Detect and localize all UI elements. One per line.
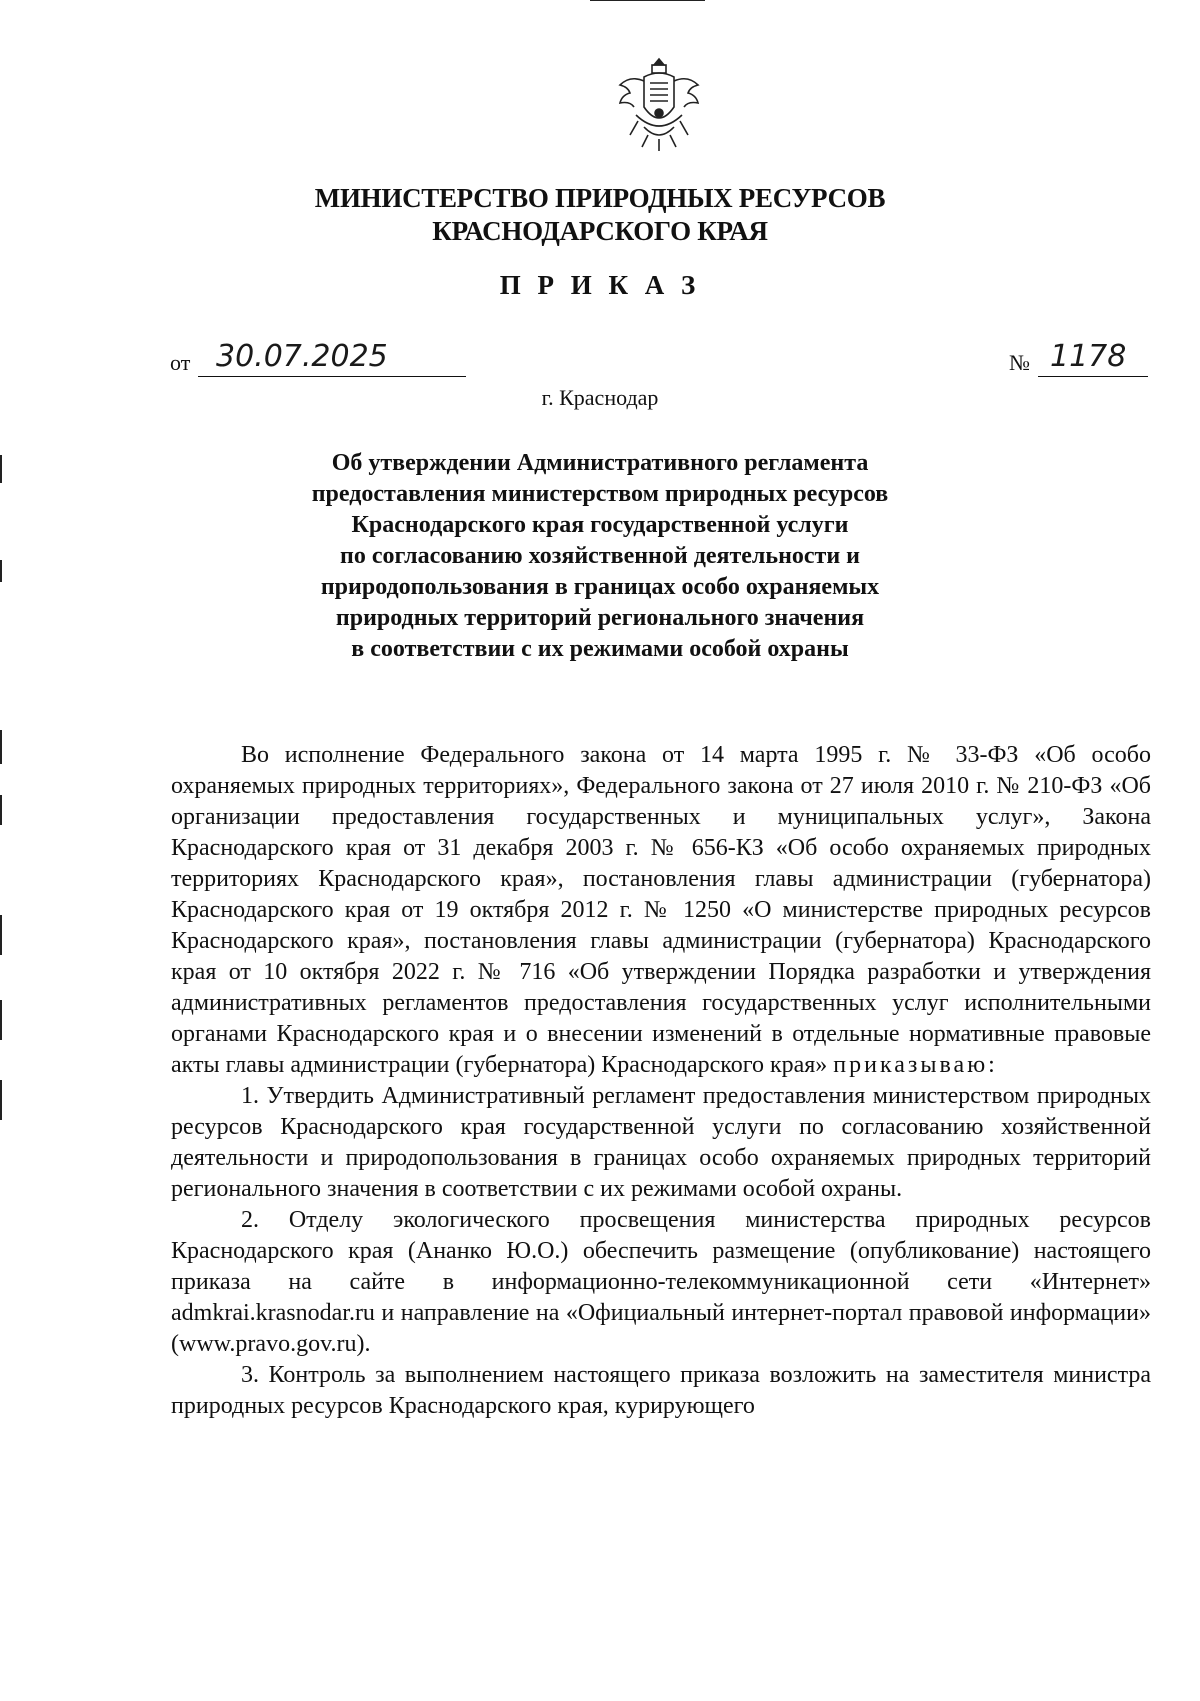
document-body <box>171 740 1151 1422</box>
order-word: приказываю: <box>833 1052 998 1078</box>
subject-line: природопользования в границах особо охраняемых <box>320 574 880 600</box>
document-type-title: П Р И К А З <box>499 270 701 300</box>
document-subject <box>0 448 1200 665</box>
scan-edge-mark <box>0 730 2 764</box>
date-field: 30.07.2025 <box>198 338 466 377</box>
subject-line: Краснодарского края государственной услуги <box>351 512 849 538</box>
ministry-name <box>0 182 1200 248</box>
ministry-name-line2: КРАСНОДАРСКОГО КРАЯ <box>432 216 768 246</box>
preamble-text: Во исполнение Федерального закона от 14 марта 1995 г. № 33-ФЗ «Об особо охраняемых природных территориях», Федерального закона от 27 июля 2010 г. № 210-ФЗ «Об организации предоставления государственных и муниципальных услуг», Закона Краснодарского края от 31 декабря 2003 г. № 656-КЗ «Об особо охраняемых природных территориях Краснодарского края», постановления главы администрации (губернатора) Краснодарского края от 19 октября 2012 г. № 1250 «О министерстве природных ресурсов Краснодарского края», постановления главы администрации (губернатора) Краснодарского края от 10 октября 2022 г. № 716 «Об утверждении Порядка разработки и утверждения административных регламентов предоставления государственных услуг исполнительными органами Краснодарского края и о внесении изменений в отдельные нормативные правовые акты главы администрации (губернатора) Краснодарского края» <box>171 742 1151 1078</box>
number-label: № <box>1009 350 1030 375</box>
order-item-1: 1. Утвердить Административный регламент предоставления министерством природных ресурсов Краснодарского края государственной услуги по согласованию хозяйственной деятельности и природопользования в границах особо охраняемых природных территорий регионального значения в соответствии с их режимами особой охраны. <box>171 1083 1151 1202</box>
order-item-3: 3. Контроль за выполнением настоящего приказа возложить на заместителя министра природных ресурсов Краснодарского края, курирующего <box>171 1362 1151 1419</box>
coat-of-arms-emblem <box>614 55 704 155</box>
scan-edge-mark <box>0 795 2 825</box>
subject-line: в соответствии с их режимами особой охраны <box>351 636 849 662</box>
number-field: 1178 <box>1038 338 1148 377</box>
preamble-paragraph <box>171 740 1151 1081</box>
scan-edge-mark <box>0 1000 2 1040</box>
subject-line: Об утверждении Административного регламента <box>331 450 869 476</box>
scan-edge-mark <box>0 1080 2 1120</box>
ministry-name-line1: МИНИСТЕРСТВО ПРИРОДНЫХ РЕСУРСОВ <box>314 183 886 213</box>
subject-line: природных территорий регионального значения <box>335 605 865 631</box>
city-name: г. Краснодар <box>541 385 659 410</box>
subject-line: предоставления министерством природных ресурсов <box>311 481 889 507</box>
order-item-2: 2. Отделу экологического просвещения министерства природных ресурсов Краснодарского края (Ананко Ю.О.) обеспечить размещение (опубликование) настоящего приказа на сайте в информационно-телекоммуникационной сети «Интернет» admkrai.krasnodar.ru и направление на «Официальный интернет-портал правовой информации» (www.pravo.gov.ru). <box>171 1207 1151 1357</box>
scan-edge-mark <box>0 915 2 955</box>
scan-edge-mark <box>590 0 705 1</box>
subject-line: по согласованию хозяйственной деятельности и <box>339 543 861 569</box>
date-label: от <box>170 350 191 375</box>
